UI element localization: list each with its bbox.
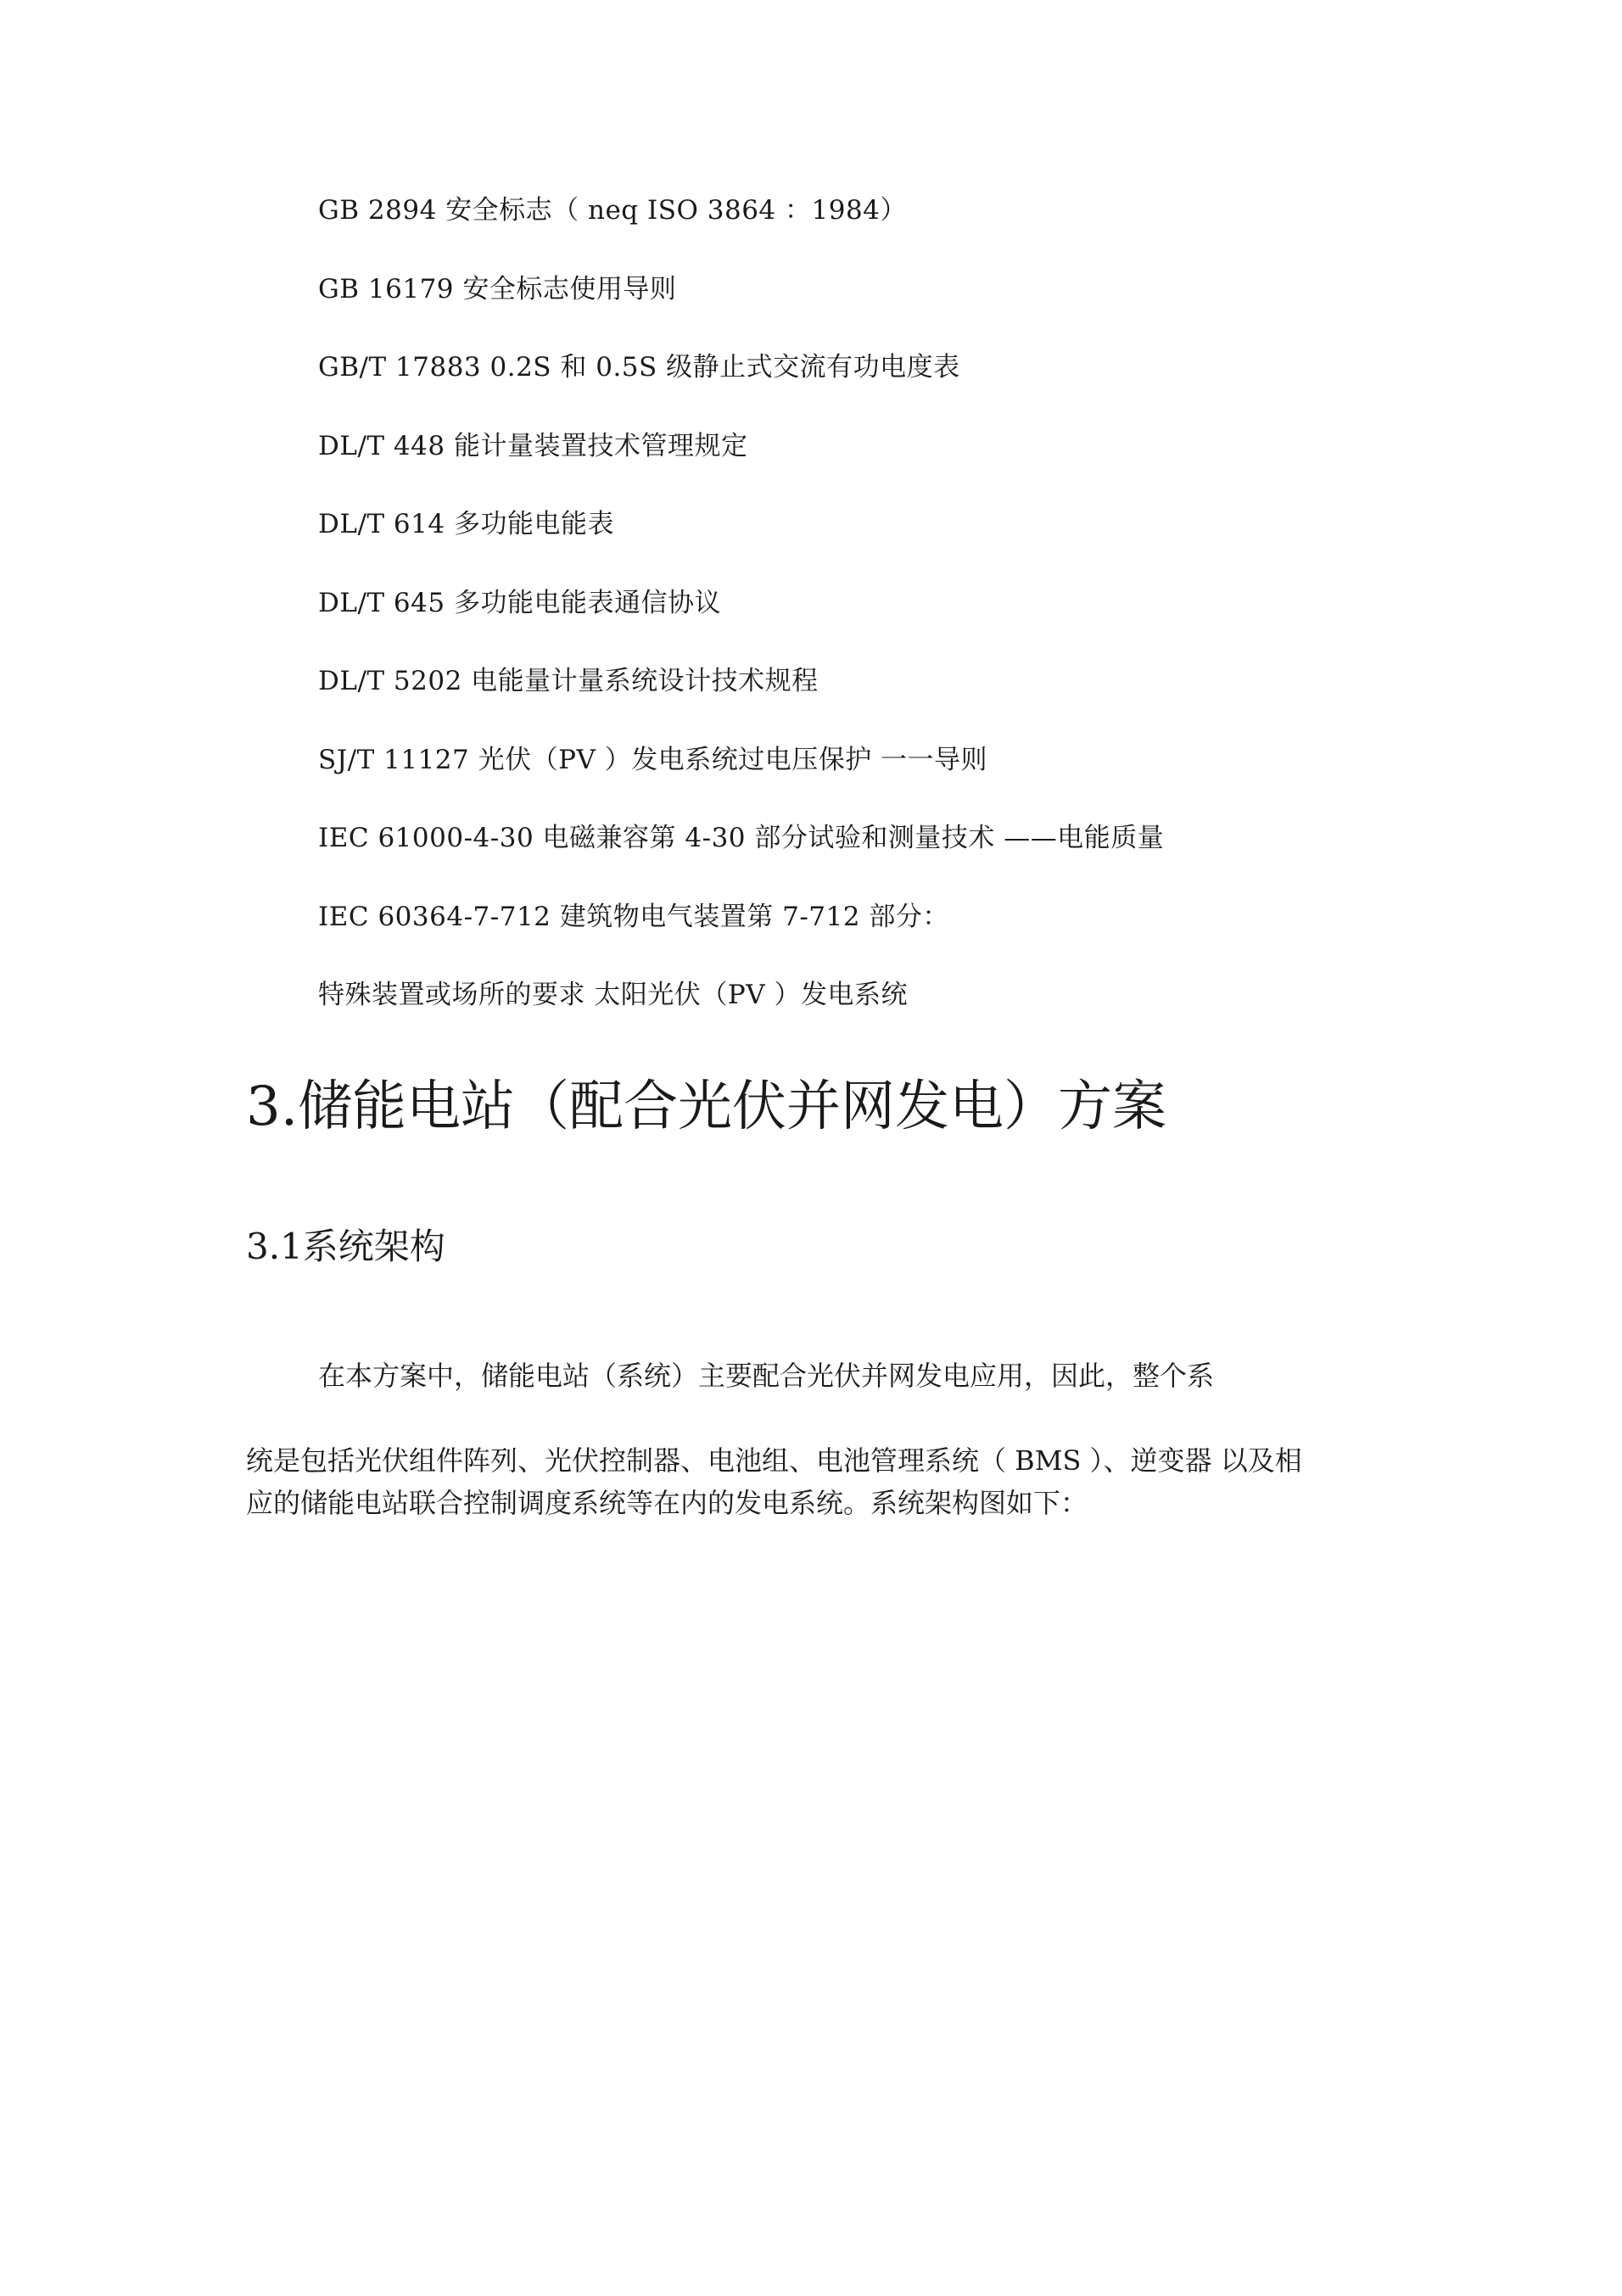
- standard-item: DL/T 5202 电能量计量系统设计技术规程: [318, 666, 819, 696]
- standard-item: GB/T 17883 0.2S 和 0.5S 级静止式交流有功电度表: [318, 352, 960, 383]
- section-heading: 3.储能电站（配合光伏并网发电）方案: [246, 1075, 1167, 1138]
- paragraph-line: 应的储能电站联合控制调度系统等在内的发电系统。系统架构图如下：: [246, 1487, 1088, 1519]
- standards-list: [318, 193, 1506, 1057]
- paragraph-line: 在本方案中，储能电站（系统）主要配合光伏并网发电应用，因此，整个系: [318, 1360, 1215, 1392]
- subsection-heading: 3.1系统架构: [246, 1226, 445, 1267]
- standard-item: DL/T 448 能计量装置技术管理规定: [318, 430, 748, 461]
- paragraph-line: 统是包括光伏组件阵列、光伏控制器、电池组、电池管理系统（ BMS ）、逆变器 以及相: [246, 1444, 1302, 1477]
- standard-item: GB 2894 安全标志（ neq ISO 3864 ：1984）: [318, 195, 907, 226]
- standard-item: SJ/T 11127 光伏（PV ）发电系统过电压保护 一一导则: [318, 744, 988, 775]
- standard-item: IEC 60364-7-712 建筑物电气装置第 7-712 部分：: [318, 901, 949, 932]
- standard-item: GB 16179 安全标志使用导则: [318, 273, 677, 304]
- standard-item: IEC 61000-4-30 电磁兼容第 4-30 部分试验和测量技术 ——电能质量: [318, 823, 1165, 853]
- standard-item: 特殊装置或场所的要求 太阳光伏（PV ）发电系统: [318, 980, 908, 1010]
- standard-item: DL/T 645 多功能电能表通信协议: [318, 587, 721, 618]
- standard-item: DL/T 614 多功能电能表: [318, 509, 614, 539]
